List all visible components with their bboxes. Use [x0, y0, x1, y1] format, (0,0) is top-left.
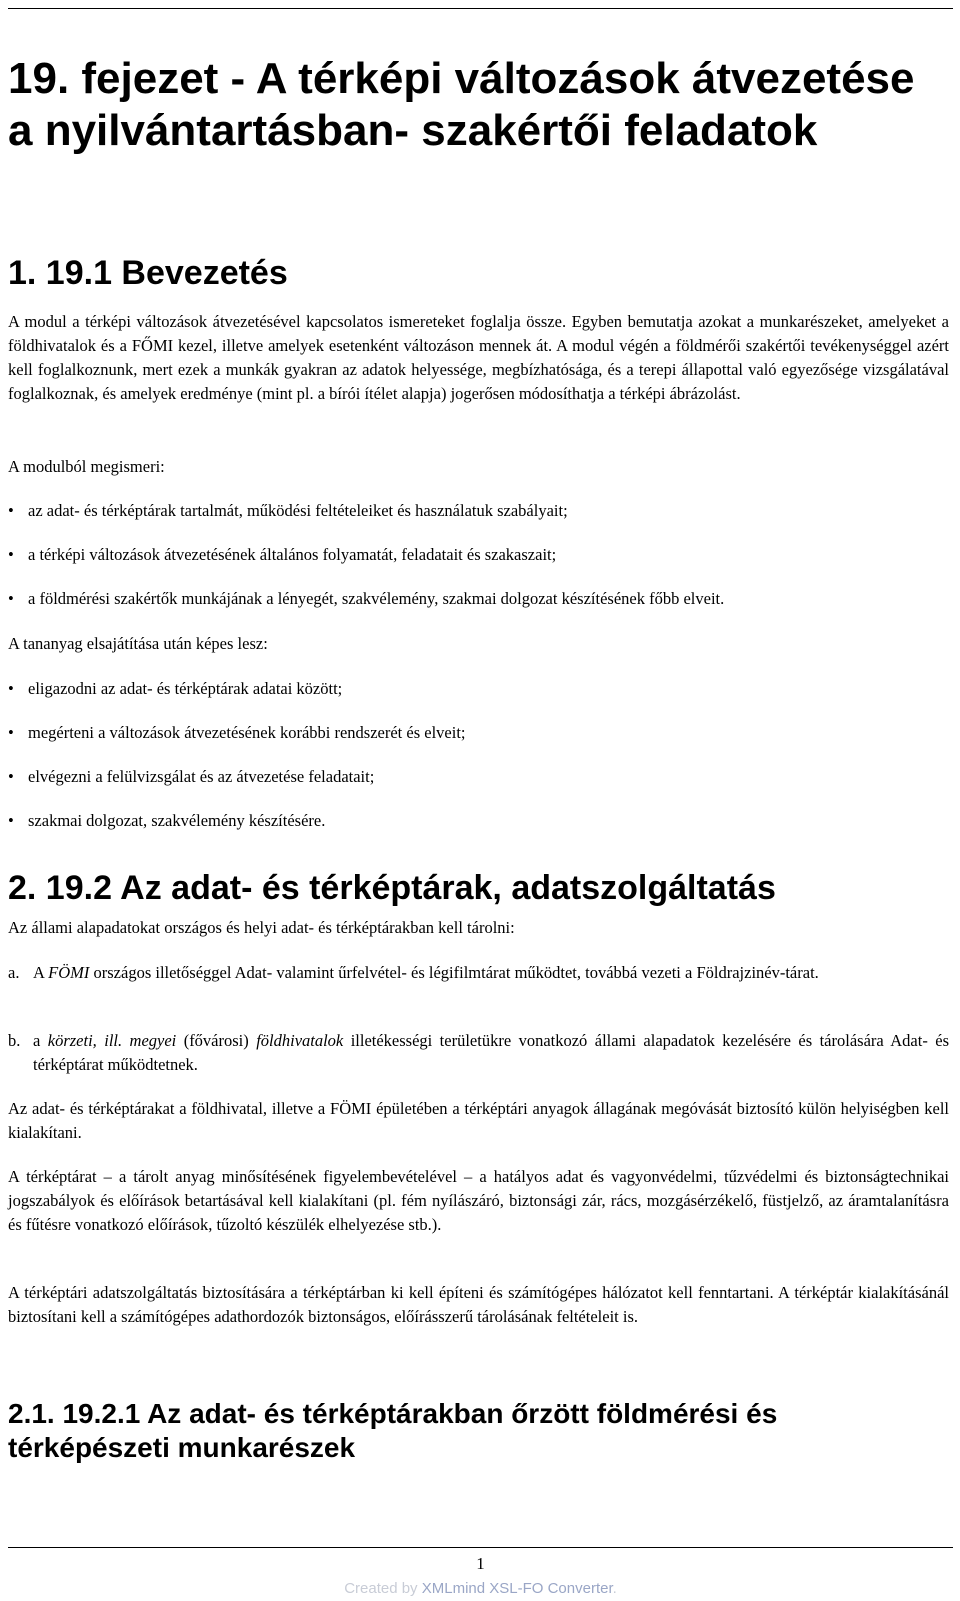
converter-credit: Created by XMLmind XSL-FO Converter.	[344, 1580, 617, 1597]
able-lead: A tananyag elsajátítása után képes lesz:	[8, 634, 268, 653]
top-rule	[8, 8, 953, 9]
repositories-lead: Az állami alapadatokat országos és helyi adat- és térképtárakban kell tárolni:	[8, 918, 515, 937]
repositories-paragraph-1: Az adat- és térképtárakat a földhivatal, illetve a FÖMI épületében a térképtári anyagok állagának megóvását biztosító külön helyiségben kell kialakítani.	[8, 1099, 949, 1142]
list-item: • megérteni a változások átvezetésének korábbi rendszerét és elveit;	[8, 723, 466, 742]
list-item: • eligazodni az adat- és térképtárak adatai között;	[8, 679, 343, 698]
chapter-title: 19. fejezet - A térképi változások átvezetése a nyilvántartásban- szakértői feladatok	[8, 54, 915, 155]
converter-link[interactable]: XMLmind XSL-FO Converter	[421, 1580, 613, 1597]
page-number: 1	[476, 1554, 485, 1573]
learn-list	[8, 499, 949, 611]
list-item: • a térképi változások átvezetésének általános folyamatát, feladatait és szakaszait;	[8, 545, 557, 564]
list-item: • az adat- és térképtárak tartalmát, működési feltételeiket és használatuk szabályait;	[8, 501, 568, 520]
footer-rule	[8, 1547, 953, 1548]
intro-paragraph: A modul a térképi változások átvezetésével kapcsolatos ismereteket foglalja össze. Egyben bemutatja azokat a munkarészeket, amelyeket a földhivatalok és a FŐMI kezel, illetve amelyek esetenként változáson mennek át. A modul végén a földmérői szakértői tevékenységgel azért kell foglalkoznunk, mert ezek a munkák gyakran az adatok helyessége, megbízhatósága, és a terepi állapottal való egyezősége vizsgálatával foglalkoznak, és amelyek eredménye (mint pl. a bírói ítélet alapja) jogerősen módosíthatja a térképi ábrázolást.	[8, 312, 949, 403]
repositories-paragraph-3: A térképtári adatszolgáltatás biztosítására a térképtárban ki kell építeni és számítógépes hálózatot kell fenntartani. A térképtár kialakításánál biztosítani kell a számítógépes adathordozók biztonságos, előírásszerű tárolásának feltételeit is.	[8, 1283, 949, 1326]
repositories-paragraph-2: A térképtárat – a tárolt anyag minősítésének figyelembevételével – a hatályos adat és vagyonvédelmi, tűzvédelmi és biztonságtechnikai jogszabályok és előírások betartásával kell kialakítani (pl. fém nyílászáró, biztonsági zár, rács, mozgásérzékelő, füstjelző, az áramtalanításra és fűtésre vonatkozó előírások, tűzoltó készülék elhelyezése stb.).	[8, 1167, 949, 1234]
list-item: • szakmai dolgozat, szakvélemény készítésére.	[8, 811, 326, 830]
able-list	[8, 677, 949, 833]
ordered-item-b: b. a körzeti, ill. megyei (fővárosi) földhivatalok illetékességi területükre vonatkozó állami alapadatok kezelésére és tárolására Adat- és térképtárat működtetnek.	[8, 1031, 949, 1074]
document-page	[8, 0, 953, 1601]
section-heading-repositories: 2. 19.2 Az adat- és térképtárak, adatszolgáltatás	[8, 869, 776, 907]
learn-lead: A modulból megismeri:	[8, 457, 165, 476]
list-item: • elvégezni a felülvizsgálat és az átvezetése feladatait;	[8, 767, 375, 786]
list-item: • a földmérési szakértők munkájának a lényegét, szakvélemény, szakmai dolgozat készítésének főbb elveit.	[8, 589, 725, 608]
ordered-item-a: a. A FÖMI országos illetőséggel Adat- valamint űrfelvétel- és légifilmtárat működtet, továbbá vezeti a Földrajzinév-tárat.	[8, 963, 819, 982]
section-heading-introduction: 1. 19.1 Bevezetés	[8, 254, 288, 292]
subsection-heading: 2.1. 19.2.1 Az adat- és térképtárakban őrzött földmérési és térképészeti munkarészek	[8, 1398, 778, 1463]
